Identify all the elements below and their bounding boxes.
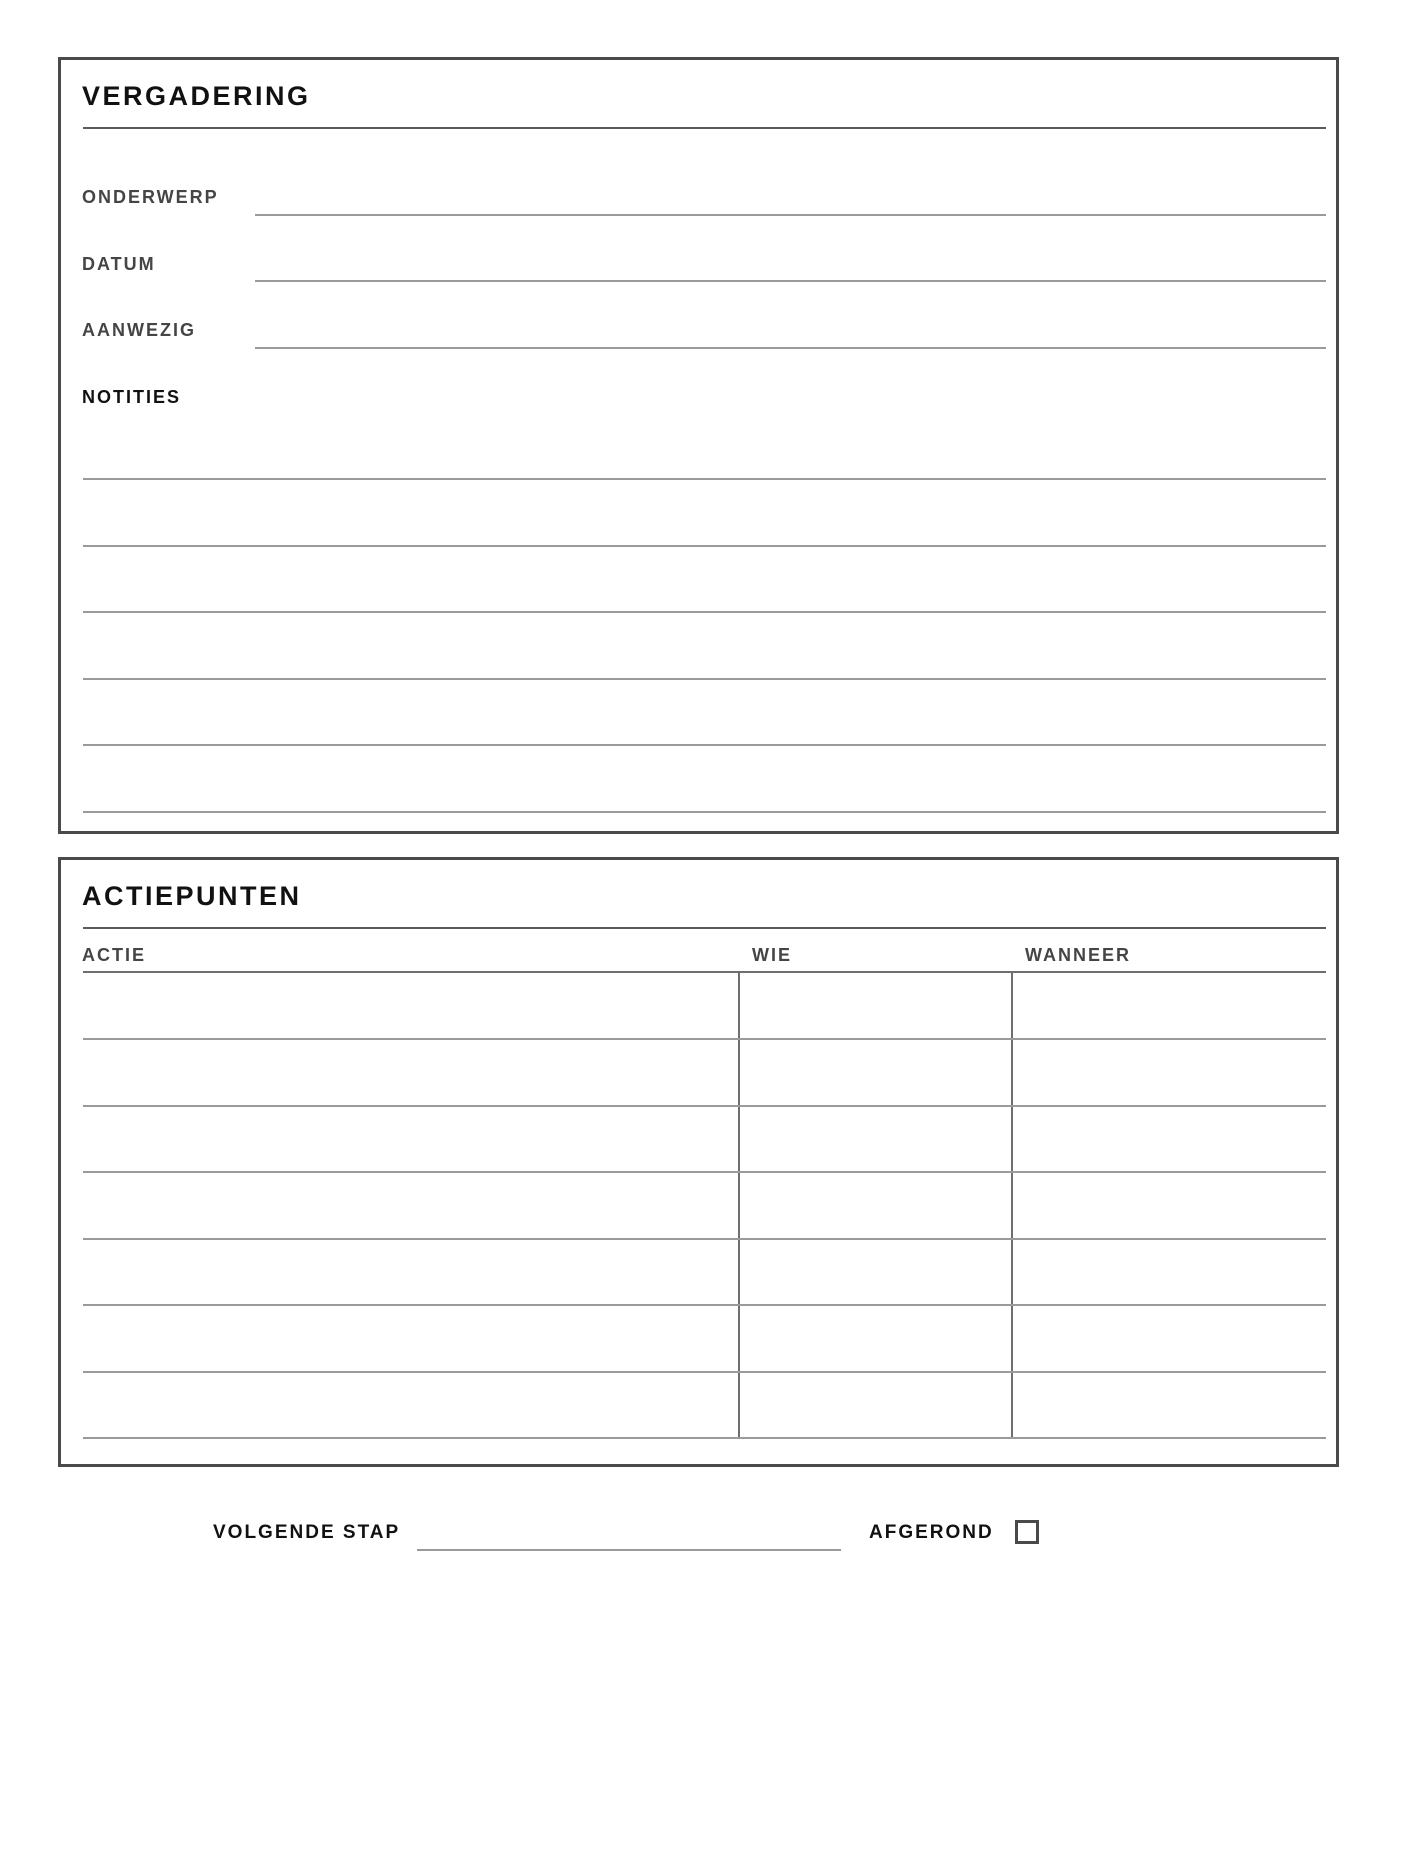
action-items-title: ACTIEPUNTEN <box>82 881 302 911</box>
notes-line[interactable] <box>83 678 1326 680</box>
table-row[interactable] <box>83 1038 1326 1040</box>
column-divider <box>1011 972 1013 1439</box>
date-label: DATUM <box>82 254 156 274</box>
table-row[interactable] <box>83 1437 1326 1439</box>
next-step-label: VOLGENDE STAP <box>213 1522 401 1543</box>
table-row[interactable] <box>83 1171 1326 1173</box>
action-items-panel <box>58 857 1339 1467</box>
meeting-panel <box>58 57 1339 834</box>
table-header-divider <box>83 971 1326 973</box>
meeting-title: VERGADERING <box>82 81 311 111</box>
attendees-field[interactable] <box>255 347 1326 349</box>
notes-line[interactable] <box>83 744 1326 746</box>
action-items-title-divider <box>83 927 1326 929</box>
subject-label: ONDERWERP <box>82 187 219 207</box>
column-header-when: WANNEER <box>1025 945 1132 965</box>
notes-line[interactable] <box>83 611 1326 613</box>
next-step-field[interactable] <box>417 1549 841 1551</box>
notes-line[interactable] <box>83 545 1326 547</box>
date-field[interactable] <box>255 280 1326 282</box>
column-header-who: WIE <box>752 945 792 965</box>
notes-line[interactable] <box>83 811 1326 813</box>
column-header-action: ACTIE <box>82 945 146 965</box>
subject-field[interactable] <box>255 214 1326 216</box>
attendees-label: AANWEZIG <box>82 320 196 340</box>
table-row[interactable] <box>83 1371 1326 1373</box>
table-row[interactable] <box>83 1304 1326 1306</box>
completed-label: AFGEROND <box>869 1522 994 1543</box>
column-divider <box>738 972 740 1439</box>
notes-label: NOTITIES <box>82 387 182 407</box>
table-row[interactable] <box>83 1238 1326 1240</box>
completed-checkbox[interactable] <box>1015 1520 1039 1544</box>
meeting-title-divider <box>83 127 1326 129</box>
table-row[interactable] <box>83 1105 1326 1107</box>
notes-line[interactable] <box>83 478 1326 480</box>
